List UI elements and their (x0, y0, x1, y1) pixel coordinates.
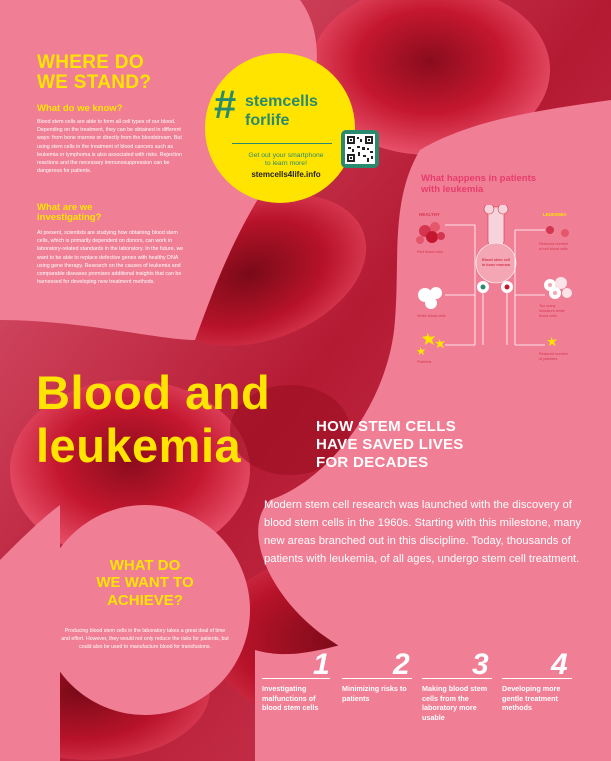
leukemia-item-3-line2: of platelets (539, 357, 558, 361)
bone-icon (484, 205, 508, 247)
goal-3-number: 3 (472, 648, 489, 681)
diagram-title-line2: with leukemia (421, 184, 484, 196)
healthy-label: HEALTHY (419, 212, 440, 217)
hashtag-divider (232, 143, 332, 144)
achieve-title (55, 557, 235, 609)
healthy-item-2: White blood cells (417, 314, 446, 318)
hashtag-line2: forlife (245, 112, 290, 129)
leukemia-item-3-line1: Reduced number (539, 352, 569, 356)
diagram-title-line1: What happens in patients (421, 173, 537, 184)
achieve-title-line3: ACHIEVE? (107, 591, 183, 609)
goal-3-text: Making blood stem cells from the laboratory more usable (422, 684, 488, 723)
leukemia-item-2-line1: Too many (539, 304, 556, 308)
leukemia-item-2-line3: blood cells (539, 314, 557, 318)
goal-4-number: 4 (551, 648, 568, 681)
achieve-title-line1: WHAT DO (109, 557, 181, 574)
achieve-text: Producing blood stem cells in the laboratory takes a great deal of time and effort. However, they would not only reduce the risks for patients, but could also be used to manufacture blood for transfusions. (61, 628, 229, 650)
hashtag-line1: stemcells (245, 93, 318, 110)
subtitle-line2: HAVE SAVED LIVES (316, 436, 464, 453)
intro-paragraph: Modern stem cell research was launched with the discovery of blood stem cells in the 1960s. Starting with this milestone, many new areas branched out in this discipline. Today, thousands of patients with leukemia, of all ages, undergo stem cell treatment. (264, 499, 582, 565)
subtitle-line1: HOW STEM CELLS (316, 418, 457, 435)
healthy-item-1: Red blood cells (417, 250, 443, 254)
where-do-we-stand-title (37, 53, 187, 93)
leukemia-item-1-line2: of red blood cells (539, 247, 568, 251)
reduced-platelets-icon (547, 337, 557, 346)
what-do-we-know-text: Blood stem cells are able to form all cell types of our blood. Depending on the treatment, they can be obtained in different ways: from bone marrow or directly from the bloodstream. But using stem cells in the treatment of blood cancers such as leukemia or lymphoma is also associated with risks. Rejection reactions and the necessary immunosuppression can be dangerous for patients. (37, 119, 182, 175)
stem-cell-nucleus-icon (481, 285, 486, 290)
goal-4-text: Developing more gentle treatment methods (502, 684, 561, 713)
leukemia-item-2-line2: immature white (539, 309, 565, 313)
red-blood-cells-icon (416, 222, 445, 244)
stem-cell-label-line2: in bone marrow (481, 263, 511, 267)
investigating-heading (37, 203, 147, 224)
white-blood-cells-icon (418, 287, 442, 309)
where-title-line2: WE STAND? (37, 71, 152, 93)
goal-2-text: Minimizing risks to patients (342, 684, 407, 703)
website-link[interactable]: stemcells4life.info (251, 170, 321, 179)
diagram-title (421, 173, 571, 196)
main-title-line2: leukemia (36, 419, 242, 472)
achieve-title-line2: WE WANT TO (96, 574, 194, 592)
subtitle-line3: FOR DECADES (316, 454, 429, 471)
goal-2-number: 2 (393, 648, 410, 681)
goal-1-number: 1 (313, 648, 330, 681)
reduced-red-cells-icon (546, 226, 569, 237)
qr-code-graphic (345, 134, 375, 164)
stem-cell-nucleus-icon (505, 285, 510, 290)
immature-white-cells-icon (544, 277, 572, 299)
investigating-heading-line1: What are we (37, 202, 93, 213)
what-do-we-know-heading: What do we know? (37, 103, 123, 114)
stem-cell-label-line1: Blood stem cell (481, 258, 511, 262)
cta-line1: Get out your smartphone (248, 152, 324, 159)
leukemia-label: LEUKEMIA (543, 212, 567, 217)
where-title-line1: WHERE DO (37, 52, 144, 73)
leukemia-diagram (405, 205, 595, 370)
healthy-item-3: Platelets (417, 360, 432, 364)
main-title-line1: Blood and (36, 366, 271, 419)
qr-code-icon[interactable] (341, 130, 379, 168)
leukemia-item-1-line1: Reduced number (539, 242, 569, 246)
hash-symbol: # (214, 83, 237, 127)
achieve-circle (40, 505, 250, 715)
investigating-heading-line2: investigating? (37, 212, 102, 224)
platelets-icon (417, 333, 445, 355)
investigating-text: At present, scientists are studying how obtaining blood stem cells, which is primarily dependent on donors, can work in laboratory-related standards in the laboratory. In the future, we want to be able to replace defective genes with healthy DNA using gene therapy. Research on the causes of leukemia and comparable diseases promises additional insights that can be harnessed for developing new treatment methods. (37, 230, 184, 286)
cta-line2: to learn more! (265, 160, 307, 167)
goal-1-text: Investigating malfunctions of blood stem cells (262, 684, 319, 713)
